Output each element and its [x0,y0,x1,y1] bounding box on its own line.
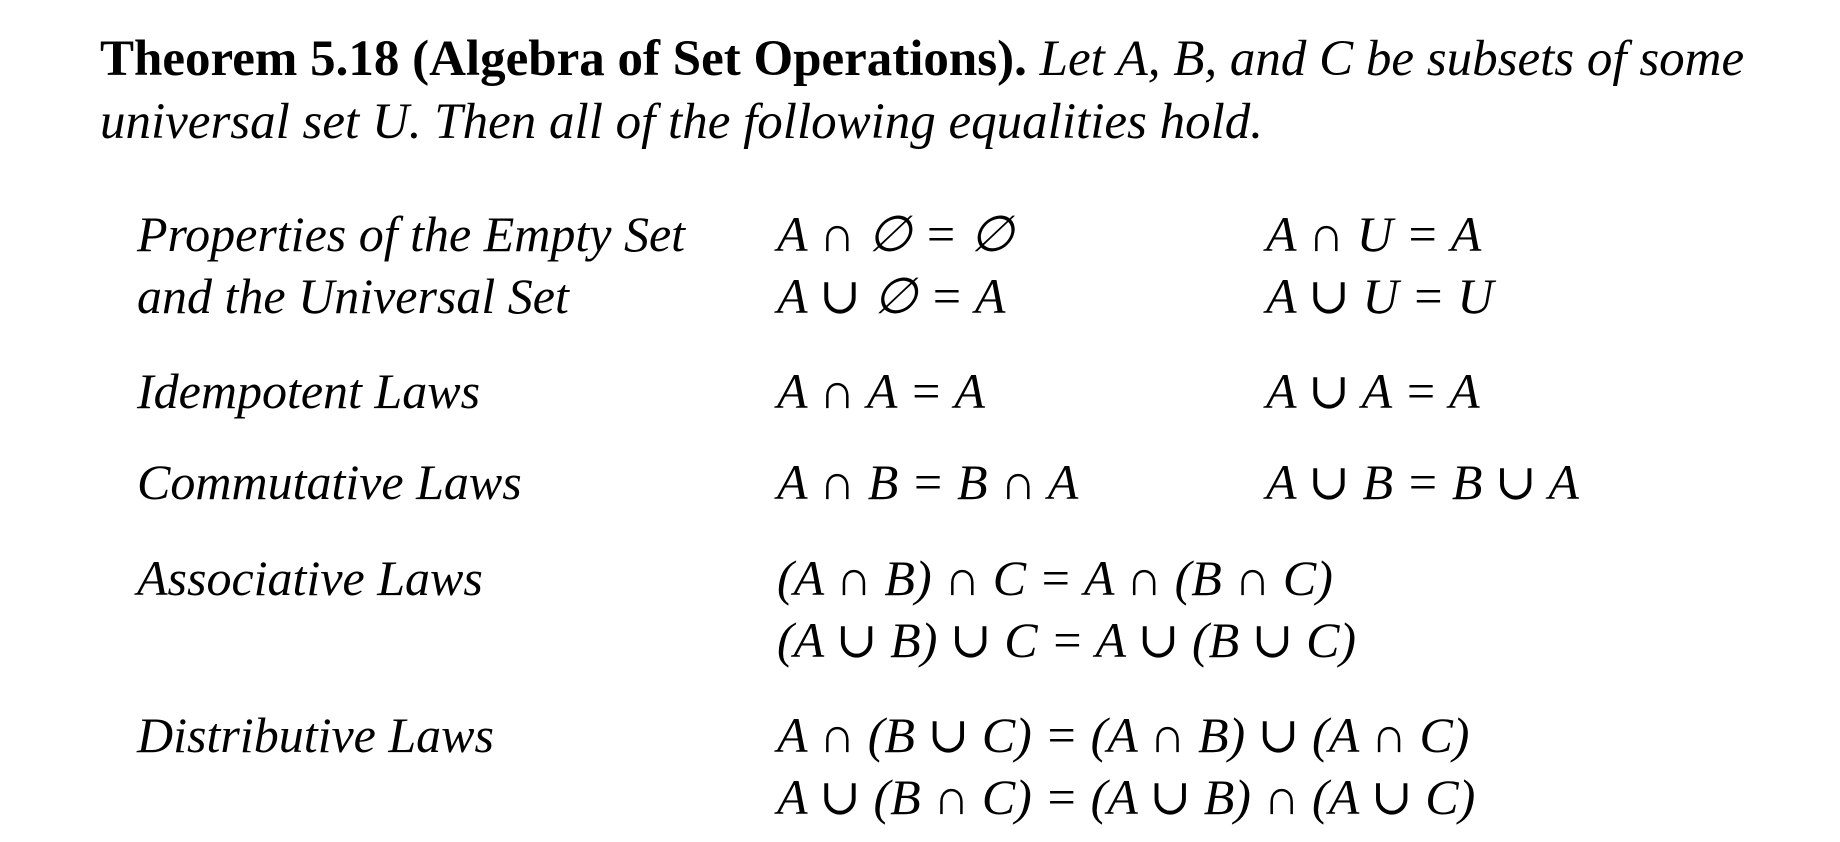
equation-distributive-union: A ∪ (B ∩ C) = (A ∪ B) ∩ (A ∪ C) [777,769,1476,825]
law-label-associative: Associative Laws [137,550,483,606]
theorem-statement: Let A, B, and C be subsets of some universal set U. Then all of the following equalities hold. [100,31,1745,150]
equation-idempotent-union: A ∪ A = A [1266,363,1480,419]
equation-union-universal: A ∪ U = U [1266,268,1494,324]
theorem-paragraph [100,28,1800,154]
equation-associative-intersection: (A ∩ B) ∩ C = A ∩ (B ∩ C) [777,550,1333,606]
law-label-commutative: Commutative Laws [137,454,522,510]
equation-idempotent-intersection: A ∩ A = A [777,363,985,419]
equation-commutative-intersection: A ∩ B = B ∩ A [777,454,1079,510]
theorem-heading: Theorem 5.18 (Algebra of Set Operations). [100,31,1027,87]
equation-distributive-intersection: A ∩ (B ∪ C) = (A ∩ B) ∪ (A ∩ C) [777,707,1470,763]
law-label-distributive: Distributive Laws [137,707,494,763]
equation-intersection-empty: A ∩ ∅ = ∅ [777,206,1014,262]
law-label-empty-universal-line2: and the Universal Set [137,268,569,324]
equation-commutative-union: A ∪ B = B ∪ A [1266,454,1579,510]
equation-associative-union: (A ∪ B) ∪ C = A ∪ (B ∪ C) [777,612,1357,668]
equation-union-empty: A ∪ ∅ = A [777,268,1006,324]
law-label-idempotent: Idempotent Laws [137,363,481,419]
equation-intersection-universal: A ∩ U = A [1266,206,1482,262]
law-label-empty-universal-line1: Properties of the Empty Set [137,206,686,262]
